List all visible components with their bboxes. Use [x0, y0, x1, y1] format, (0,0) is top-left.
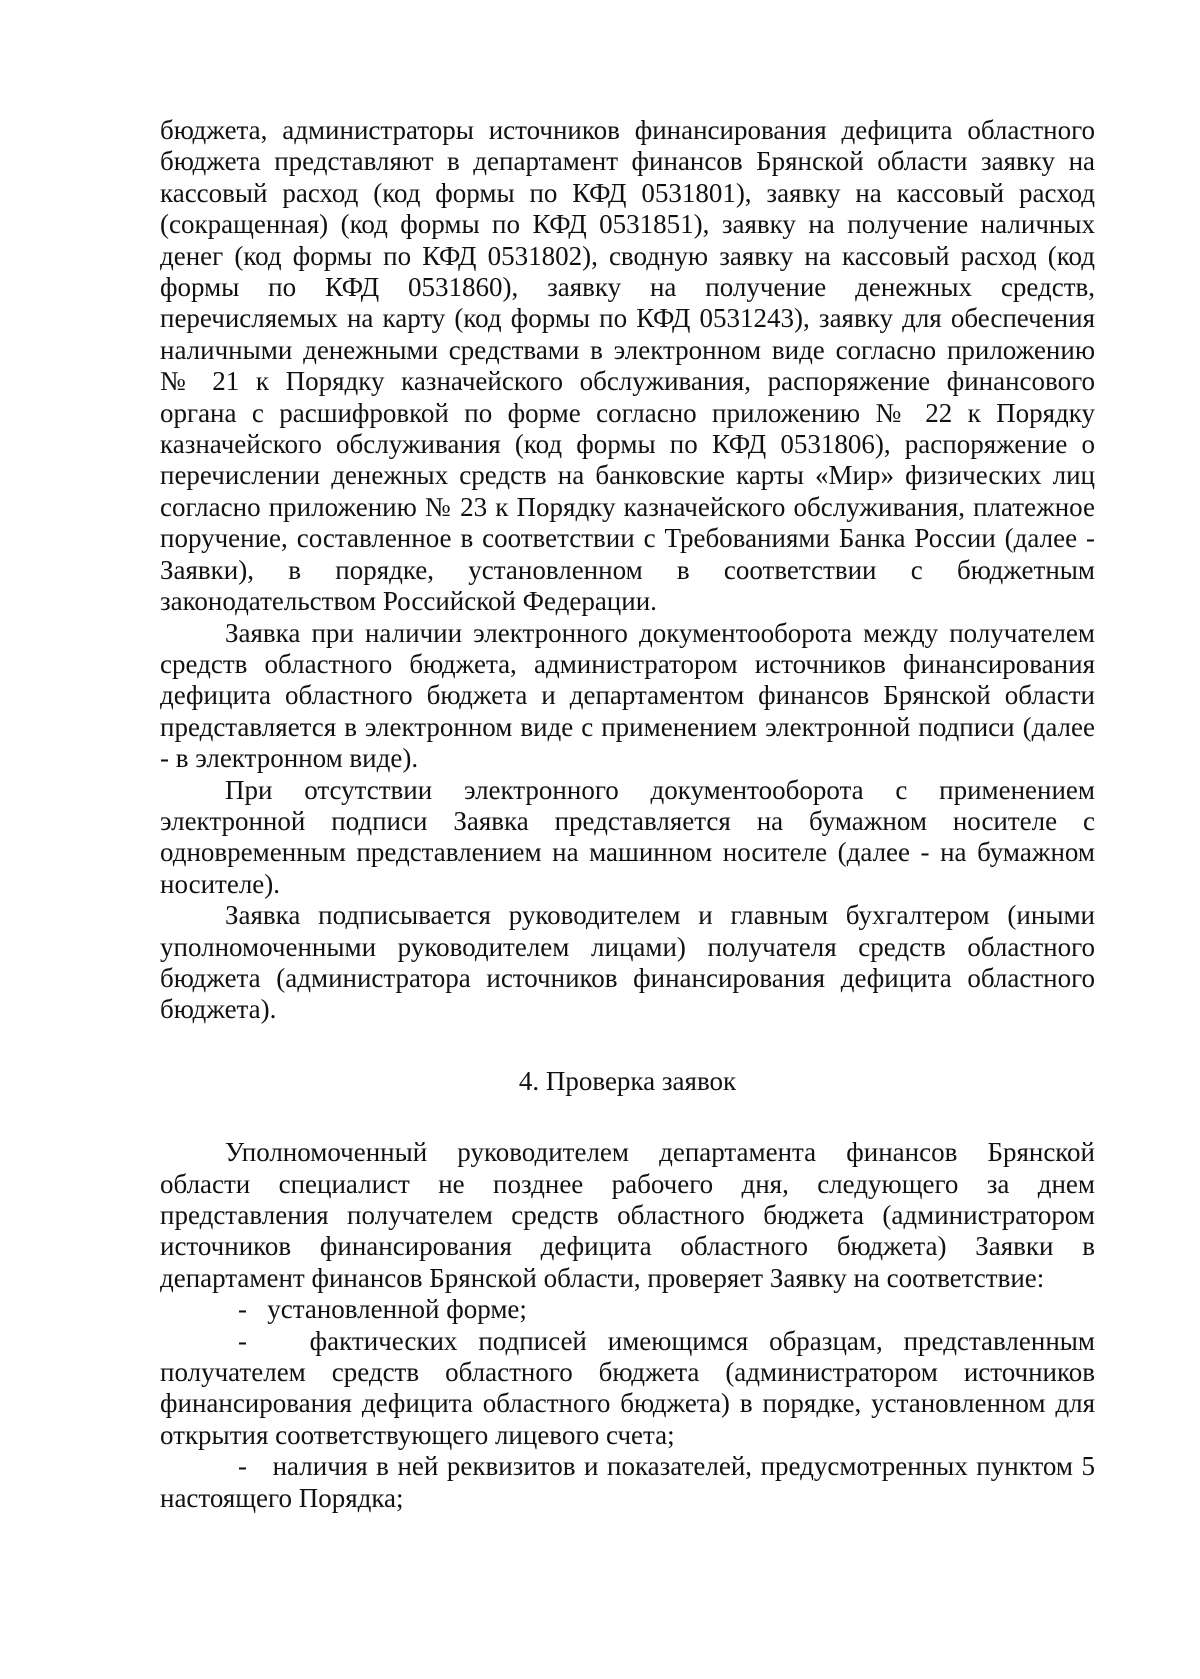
paragraph-signature: Заявка подписывается руководителем и главным бухгалтером (иными уполномоченными руководителем лицами) получателя средств областного бюджета (администратора источников финансирования дефицита областного бюджета). — [160, 900, 1095, 1025]
list-item: - фактических подписей имеющимся образцам, представленным получателем средств областного бюджета (администратором источников финансирования дефицита областного бюджета) в порядке, установленном для открытия соответствующего лицевого счета; — [160, 1325, 1095, 1450]
paragraph-electronic-submission: Заявка при наличии электронного документооборота между получателем средств областного бюджета, администратором источников финансирования дефицита областного бюджета и департаментом финансов Брянской области представляется в электронном виде с применением электронной подписи (далее - в электронном виде). — [160, 617, 1095, 774]
list-item: - установленной форме; — [238, 1294, 527, 1325]
section-heading: 4. Проверка заявок — [518, 1065, 737, 1096]
paragraph-paper-submission: При отсутствии электронного документооборота с применением электронной подписи Заявка представляется на бумажном носителе с одновременным представлением на машинном носителе (далее - на бумажном носителе). — [160, 774, 1095, 899]
list-item: - наличия в ней реквизитов и показателей, предусмотренных пунктом 5 настоящего Порядка; — [160, 1451, 1095, 1513]
paragraph-verification-intro: Уполномоченный руководителем департамента финансов Брянской области специалист не позднее рабочего дня, следующего за днем представления получателем средств областного бюджета (администратором источников финансирования дефицита областного бюджета) Заявки в департамент финансов Брянской области, проверяет Заявку на соответствие: — [160, 1137, 1095, 1293]
paragraph-submission-forms: бюджета, администраторы источников финансирования дефицита областного бюджета представляют в департамент финансов Брянской области заявку на кассовый расход (код формы по КФД 0531801), заявку на кассовый расход (сокращенная) (код формы по КФД 0531851), заявку на получение наличных денег (код формы по КФД 0531802), сводную заявку на кассовый расход (код формы по КФД 0531860), заявку на получение денежных средств, перечисляемых на карту (код формы по КФД 0531243), заявку для обеспечения наличными денежными средствами в электронном виде согласно приложению № 21 к Порядку казначейского обслуживания, распоряжение финансового органа с расшифровкой по форме согласно приложению № 22 к Порядку казначейского обслуживания (код формы по КФД 0531806), распоряжение о перечислении денежных средств на банковские карты «Мир» физических лиц согласно приложению № 23 к Порядку казначейского обслуживания, платежное поручение, составленное в соответствии с Требованиями Банка России (далее - Заявки), в порядке, установленном в соответствии с бюджетным законодательством Российской Федерации. — [160, 115, 1095, 617]
